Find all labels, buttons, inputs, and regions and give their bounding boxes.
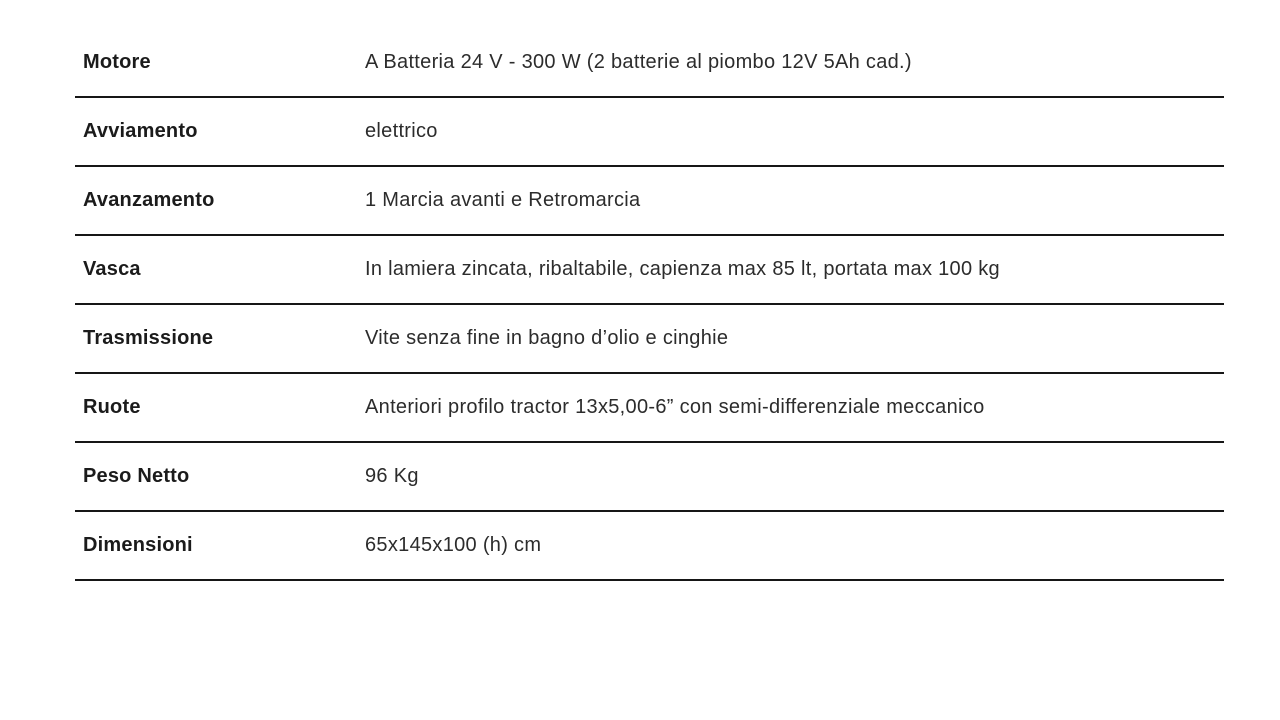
- spec-label: Avviamento: [83, 120, 198, 142]
- table-row: [75, 98, 1224, 167]
- spec-label: Trasmissione: [83, 327, 214, 349]
- spec-value: 1 Marcia avanti e Retromarcia: [365, 189, 641, 211]
- spec-label: Dimensioni: [83, 534, 193, 556]
- table-row: [75, 305, 1224, 374]
- spec-label: Avanzamento: [83, 189, 215, 211]
- spec-value: A Batteria 24 V - 300 W (2 batterie al piombo 12V 5Ah cad.): [365, 51, 912, 73]
- table-row: [75, 29, 1224, 98]
- table-row: [75, 236, 1224, 305]
- spec-label: Vasca: [83, 258, 141, 280]
- table-row: [75, 374, 1224, 443]
- spec-value: Anteriori profilo tractor 13x5,00-6” con semi-differenziale meccanico: [365, 396, 985, 418]
- spec-label: Motore: [83, 51, 151, 73]
- table-row: [75, 512, 1224, 581]
- spec-label: Peso Netto: [83, 465, 190, 487]
- table-row: [75, 443, 1224, 512]
- spec-value: 96 Kg: [365, 465, 419, 487]
- spec-value: 65x145x100 (h) cm: [365, 534, 542, 556]
- spec-value: elettrico: [365, 120, 438, 142]
- table-row: [75, 167, 1224, 236]
- spec-table: [75, 29, 1224, 581]
- spec-value: Vite senza fine in bagno d’olio e cinghie: [365, 327, 729, 349]
- spec-label: Ruote: [83, 396, 141, 418]
- spec-value: In lamiera zincata, ribaltabile, capienza max 85 lt, portata max 100 kg: [365, 258, 1000, 280]
